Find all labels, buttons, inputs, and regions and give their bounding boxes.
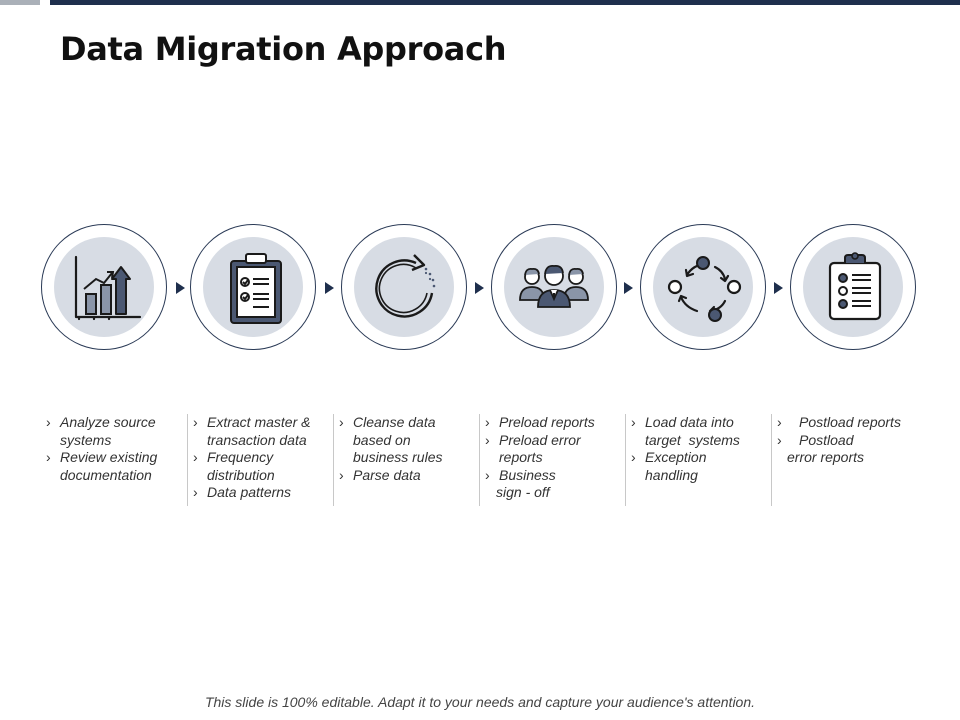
- bullet-text: distribution: [207, 466, 275, 483]
- flow-arrow-icon: [325, 282, 334, 294]
- bullet-item: [335, 467, 480, 485]
- bullet-marker: ›: [631, 449, 636, 466]
- bullet-text: error reports: [787, 449, 865, 466]
- bullet-item: [42, 414, 187, 449]
- bullet-text: reports: [499, 449, 543, 466]
- bullet-marker: ›: [46, 414, 51, 430]
- bullet-text: business rules: [353, 449, 443, 466]
- step-2-details: [187, 414, 334, 506]
- top-bar: [50, 0, 960, 5]
- bullet-text: handling: [645, 466, 698, 483]
- bullet-text: Preload error: [499, 431, 581, 448]
- step-3-details: [333, 414, 480, 506]
- flow-arrow-icon: [774, 282, 783, 294]
- step-1-circle: [41, 224, 167, 350]
- bullet-item: [481, 467, 626, 502]
- bullet-marker: ›: [193, 414, 198, 430]
- top-accent-bar: [0, 0, 40, 5]
- bullet-marker: ›: [339, 466, 344, 483]
- bullet-marker: ›: [485, 414, 490, 430]
- bullet-marker: ›: [485, 431, 490, 448]
- step-5-details: [625, 414, 772, 506]
- bullet-text: Cleanse data: [353, 414, 436, 430]
- bullet-marker: ›: [631, 414, 636, 430]
- bullet-text: Frequency: [207, 449, 274, 466]
- bullet-text: documentation: [60, 466, 152, 483]
- bullet-item: [335, 414, 480, 467]
- flow-arrow-icon: [475, 282, 484, 294]
- bullet-item: [773, 432, 918, 467]
- bullet-text: Postload reports: [799, 414, 901, 430]
- clipboard-checklist-icon: [203, 237, 303, 337]
- bullet-marker: ›: [193, 449, 198, 466]
- business-team-icon: [504, 237, 604, 337]
- bullet-text: Preload reports: [499, 414, 595, 430]
- flow-arrow-icon: [176, 282, 185, 294]
- bullet-text: transaction data: [207, 431, 307, 448]
- bullet-text: Extract master &: [207, 414, 311, 430]
- bullet-text: Review existing: [60, 449, 158, 466]
- flow-arrow-icon: [624, 282, 633, 294]
- step-2-circle: [190, 224, 316, 350]
- checklist-board-icon: [803, 237, 903, 337]
- bullet-item: [627, 449, 772, 484]
- step-1-details: [42, 414, 187, 506]
- bullet-marker: ›: [777, 431, 782, 448]
- bullet-text: Postload: [799, 431, 854, 448]
- bullet-text: Business: [499, 466, 556, 483]
- growth-bar-chart-icon: [54, 237, 154, 337]
- footer-note: This slide is 100% editable. Adapt it to your needs and capture your audience's attention.: [204, 694, 756, 710]
- bullet-text: Load data into: [645, 414, 734, 430]
- step-6-details: [771, 414, 918, 506]
- circular-process-icon: [653, 237, 753, 337]
- bullet-text: target systems: [645, 431, 740, 448]
- bullet-text: Parse data: [353, 466, 421, 483]
- bullet-item: [189, 484, 334, 502]
- bullet-marker: ›: [485, 466, 490, 483]
- bullet-marker: ›: [46, 449, 51, 466]
- bullet-text: Data patterns: [207, 484, 292, 501]
- bullet-text: sign - off: [496, 484, 550, 501]
- step-6-circle: [790, 224, 916, 350]
- bullet-item: [481, 432, 626, 467]
- bullet-text: Exception: [645, 449, 707, 466]
- refresh-cycle-icon: [354, 237, 454, 337]
- bullet-item: [481, 414, 626, 432]
- bullet-text: systems: [60, 431, 112, 448]
- bullet-marker: ›: [339, 414, 344, 430]
- step-3-circle: [341, 224, 467, 350]
- bullet-item: [189, 414, 334, 449]
- bullet-text: based on: [353, 431, 411, 448]
- bullet-item: [189, 449, 334, 484]
- bullet-text: Analyze source: [60, 414, 156, 430]
- bullet-marker: ›: [777, 414, 782, 430]
- step-4-details: [479, 414, 626, 506]
- bullet-item: [42, 449, 187, 484]
- step-4-circle: [491, 224, 617, 350]
- step-5-circle: [640, 224, 766, 350]
- page-title: Data Migration Approach: [60, 30, 507, 68]
- bullet-item: [773, 414, 918, 432]
- bullet-item: [627, 414, 772, 449]
- bullet-marker: ›: [193, 484, 198, 501]
